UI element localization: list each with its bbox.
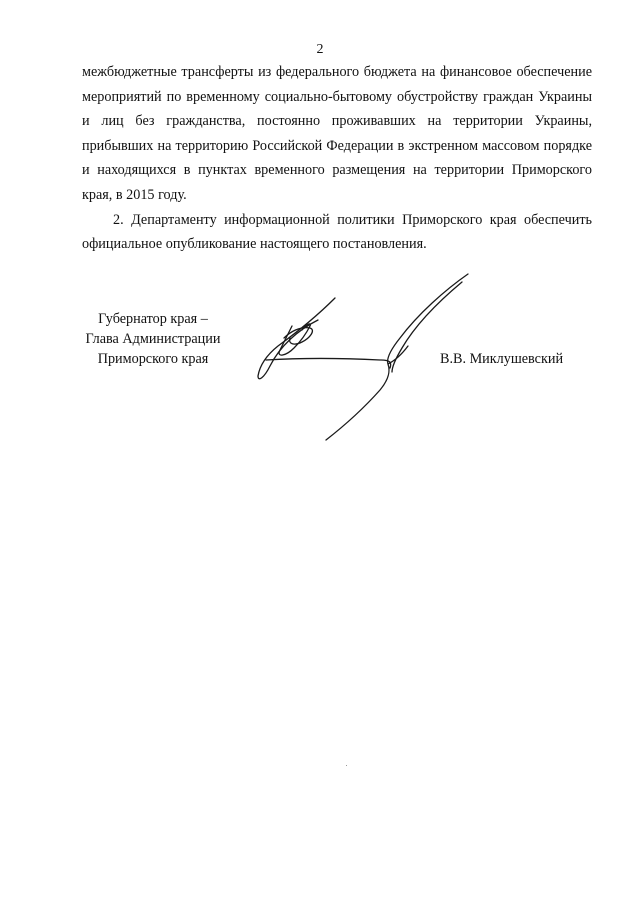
signatory-title-line: Глава Администрации [85, 331, 221, 347]
signatory-title [78, 309, 228, 369]
paragraph-item-2: 2. Департаменту информационной политики Приморского края обеспечить официальное опубликование настоящего постановления. [82, 211, 592, 253]
page-number: 2 [316, 42, 324, 57]
scan-speck [346, 765, 347, 766]
signatory-name: В.В. Миклушевский [440, 351, 564, 367]
signatory-title-line: Приморского края [97, 351, 209, 367]
document-body [82, 60, 592, 257]
paragraph-continuation: межбюджетные трансферты из федерального бюджета на финансовое обеспечение мероприятий по временному социально-бытовому обустройству граждан Украины и лиц без гражданства, постоянно проживавших на территории Украины, прибывших на территорию Российской Федерации в экстренном массовом порядке и находящихся в пунктах временного размещения на территории Приморского края, в 2015 году. [82, 64, 592, 203]
signatory-title-line: Губернатор края – [98, 311, 208, 327]
